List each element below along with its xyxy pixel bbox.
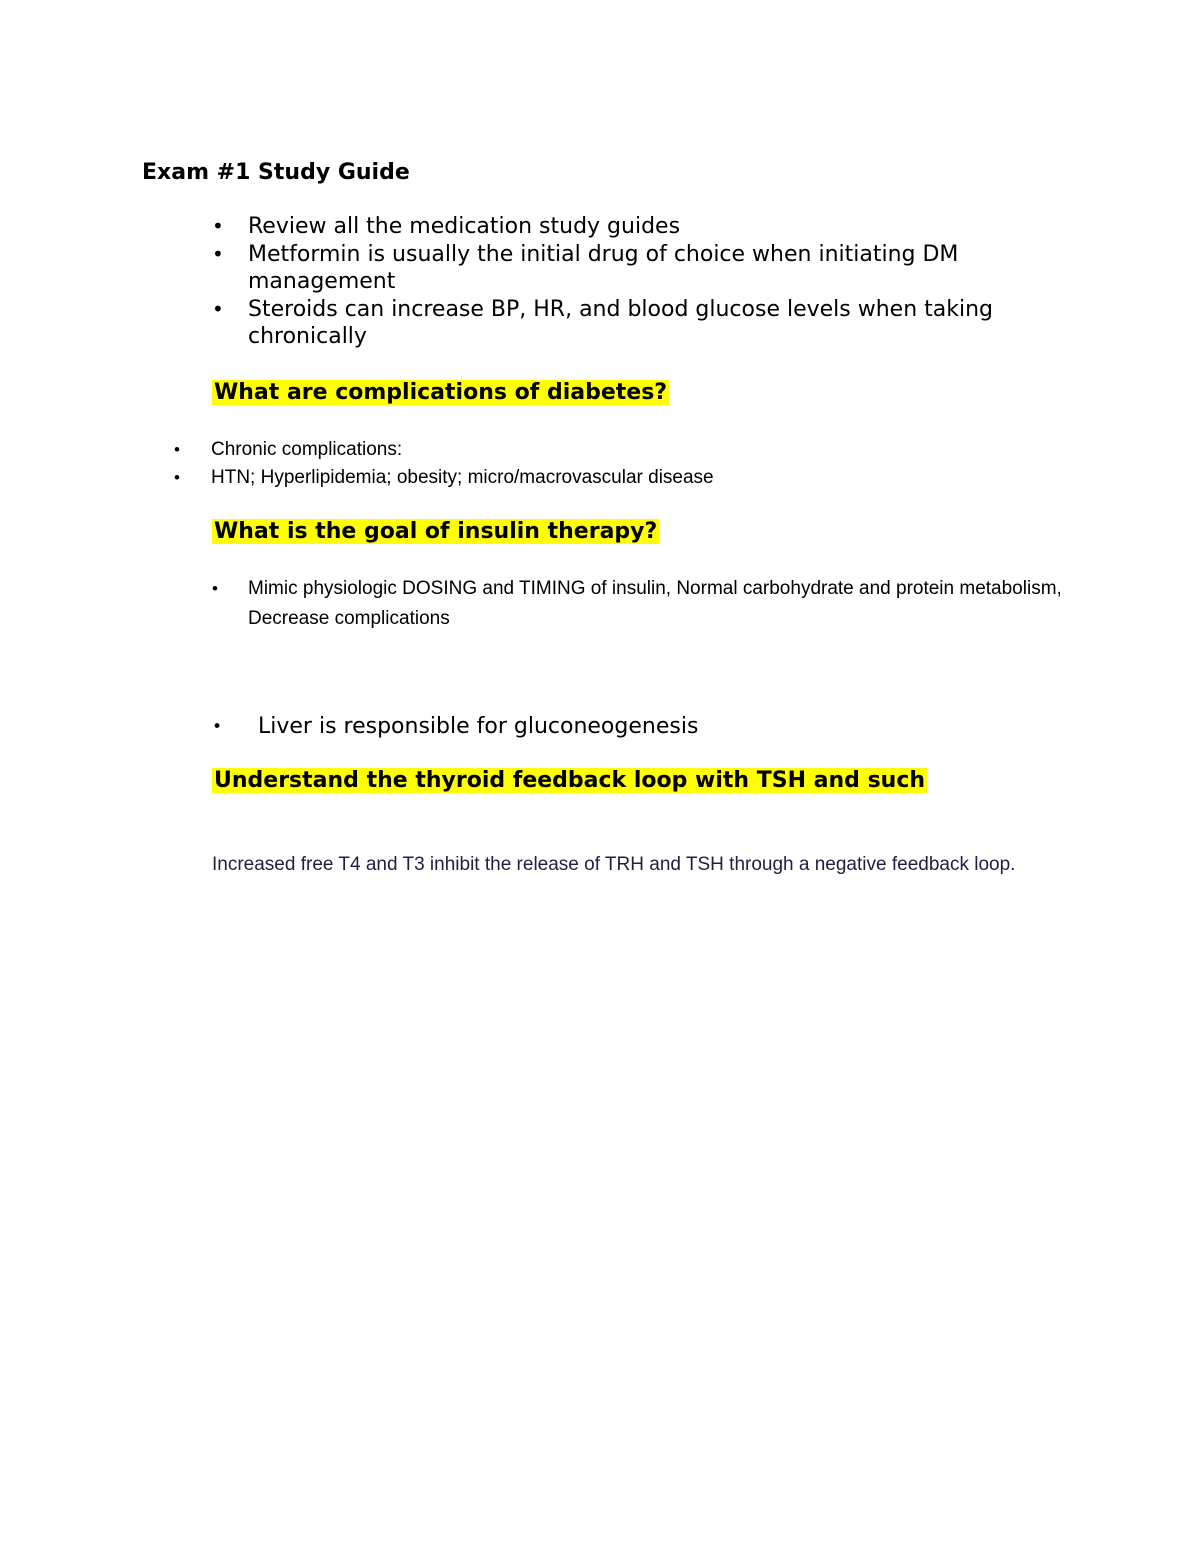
list-item-text: HTN; Hyperlipidemia; obesity; micro/macrovascular disease — [211, 467, 714, 488]
list-item-text: Metformin is usually the initial drug of choice when initiating DM management — [248, 241, 959, 294]
list-item — [212, 712, 1072, 742]
thyroid-feedback-paragraph: Increased free T4 and T3 inhibit the release of TRH and TSH through a negative feedback loop. — [212, 854, 1016, 875]
bullet-icon: • — [212, 214, 224, 238]
bullet-icon: • — [212, 579, 218, 598]
list-item — [212, 213, 1072, 241]
bullet-icon: • — [212, 241, 224, 266]
complications-list — [174, 436, 1074, 492]
thyroid-heading — [212, 766, 927, 796]
list-item — [212, 296, 1072, 351]
highlighted-heading-text: Understand the thyroid feedback loop with TSH and such — [214, 768, 926, 793]
highlighted-heading-text: What are complications of diabetes? — [214, 380, 668, 405]
list-item — [212, 574, 1072, 634]
list-item — [174, 464, 1074, 492]
bullet-icon: • — [174, 440, 180, 459]
insulin-goal-list — [212, 574, 1072, 634]
complications-heading — [212, 378, 669, 408]
insulin-heading — [212, 517, 659, 547]
list-item-text: Liver is responsible for gluconeogenesis — [258, 714, 699, 739]
list-item-text: Steroids can increase BP, HR, and blood glucose levels when taking chronically — [248, 296, 994, 349]
list-item — [174, 436, 1074, 464]
list-item-text: Review all the medication study guides — [248, 214, 681, 239]
list-item-text: Chronic complications: — [211, 439, 403, 460]
intro-list — [212, 213, 1072, 351]
bullet-icon: • — [174, 468, 180, 487]
list-item — [212, 241, 1072, 296]
highlighted-heading-text: What is the goal of insulin therapy? — [214, 519, 658, 544]
bullet-icon: • — [212, 717, 223, 737]
list-item-text: Mimic physiologic DOSING and TIMING of insulin, Normal carbohydrate and protein metabolism, Decrease complications — [248, 578, 1062, 629]
document-title: Exam #1 Study Guide — [142, 160, 410, 185]
liver-list — [212, 712, 1072, 742]
bullet-icon: • — [212, 296, 224, 321]
